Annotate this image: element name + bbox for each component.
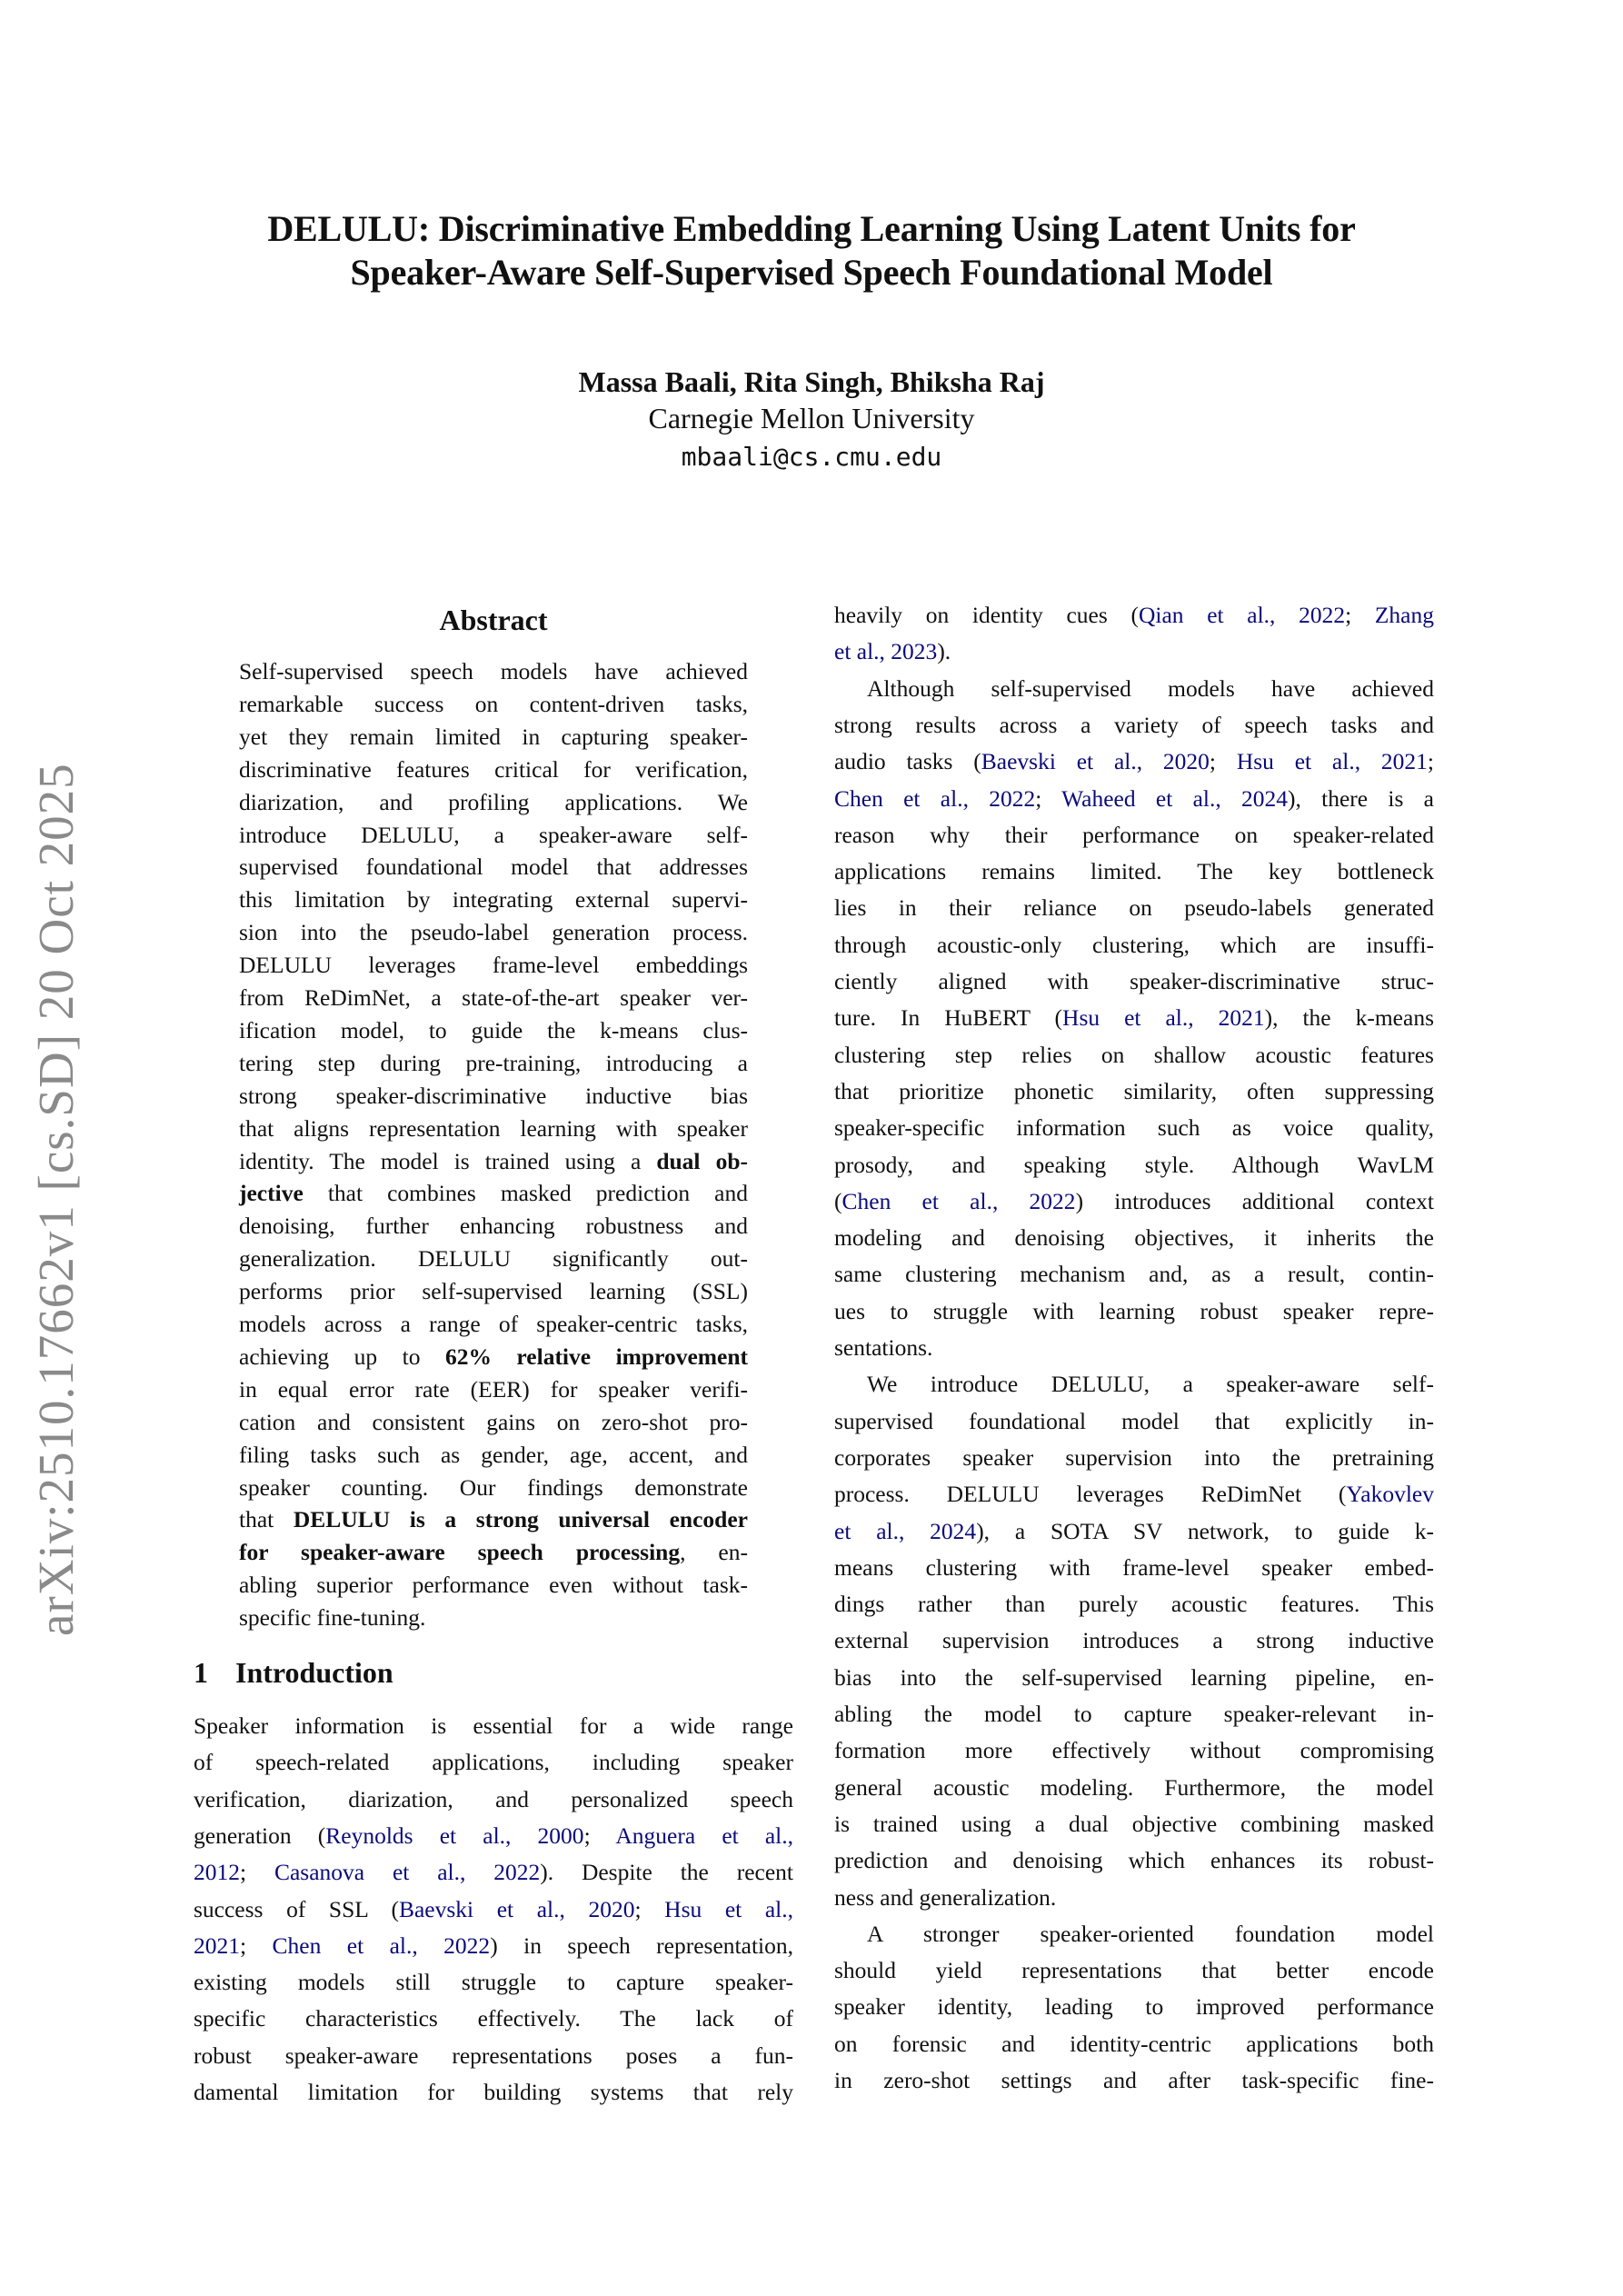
text-line	[834, 638, 1434, 665]
text-line: modeling and denoising objectives, it inherits the	[834, 1224, 1434, 1252]
text-line	[239, 1539, 748, 1566]
text-line: that prioritize phonetic similarity, often suppressing	[834, 1077, 1434, 1104]
text-line: ness and generalization.	[834, 1883, 1057, 1911]
text-line: dings rather than purely acoustic features. This	[834, 1591, 1434, 1618]
text-line: bias into the self-supervised learning pipeline, en-	[834, 1663, 1434, 1691]
text-span: ).	[937, 638, 951, 665]
text-span: ;	[1345, 602, 1375, 628]
text-line: speaker-specific information such as voice quality,	[834, 1114, 1434, 1142]
citation-link[interactable]: Hsu et al.,	[664, 1895, 794, 1922]
text-span: generation (	[194, 1822, 326, 1849]
text-span: identity. The model is trained using a	[239, 1147, 657, 1174]
text-line: same clustering mechanism and, as a result, contin-	[834, 1261, 1434, 1288]
text-line: remarkable success on content-driven tasks,	[239, 690, 748, 717]
citation-link[interactable]: Qian et al., 2022	[1138, 602, 1346, 628]
text-line: Speaker information is essential for a wide range	[194, 1712, 793, 1739]
text-line	[194, 1896, 793, 1923]
text-span: audio tasks (	[834, 748, 981, 775]
text-line: Self-supervised speech models have achieved	[239, 658, 748, 684]
text-span: process. DELULU leverages ReDimNet (	[834, 1481, 1347, 1508]
text-span: ;	[1427, 748, 1434, 775]
text-line: this limitation by integrating external supervi-	[239, 886, 748, 913]
text-line: denoising, further enhancing robustness and	[239, 1213, 748, 1240]
text-span: ), the k-means	[1264, 1004, 1434, 1032]
citation-link[interactable]: Zhang	[1374, 602, 1435, 628]
text-line	[239, 1506, 748, 1533]
text-line: ciently aligned with speaker-discriminative struc-	[834, 968, 1434, 994]
text-line: existing models still struggle to capture speaker-	[194, 1969, 793, 1996]
text-line: We introduce DELULU, a speaker-aware self-	[867, 1371, 1434, 1398]
citation-link[interactable]: Yakovlev	[1346, 1481, 1434, 1508]
text-span: success of SSL (	[194, 1895, 399, 1922]
text-line: discriminative features critical for verification,	[239, 755, 748, 783]
text-line: tering step during pre-training, introducing a	[239, 1049, 748, 1076]
text-span: that combines masked prediction and	[303, 1180, 748, 1207]
text-span: ;	[240, 1932, 273, 1959]
section-heading-introduction	[194, 1656, 393, 1690]
text-line: speaker counting. Our findings demonstrate	[239, 1473, 748, 1501]
text-line: DELULU leverages frame-level embeddings	[239, 952, 748, 979]
text-line: sentations.	[834, 1334, 933, 1361]
text-line	[239, 1180, 748, 1207]
text-line: is trained using a dual objective combining masked	[834, 1810, 1434, 1837]
text-span: (	[834, 1187, 842, 1214]
text-line: external supervision introduces a strong inductive	[834, 1627, 1434, 1654]
text-line: that aligns representation learning with speaker	[239, 1114, 748, 1142]
paper-title-line-2: Speaker-Aware Self-Supervised Speech Foundational Model	[350, 252, 1273, 293]
text-line	[194, 1859, 793, 1886]
citation-link[interactable]: Reynolds et al., 2000	[325, 1822, 584, 1849]
text-line: ification model, to guide the k-means clus-	[239, 1016, 748, 1043]
citation-link[interactable]: Baevski et al., 2020	[981, 748, 1210, 775]
text-line	[834, 748, 1434, 775]
text-span: , en-	[680, 1539, 748, 1566]
text-line: clustering step relies on shallow acoustic features	[834, 1041, 1434, 1068]
text-span: ) introduces additional context	[1075, 1187, 1434, 1214]
text-line: speaker identity, leading to improved performance	[834, 1993, 1434, 2021]
text-line	[239, 1148, 748, 1175]
text-span: ture. In HuBERT (	[834, 1004, 1063, 1032]
text-line: applications remains limited. The key bottleneck	[834, 858, 1434, 885]
text-line	[834, 1518, 1434, 1545]
text-line: cation and consistent gains on zero-shot pro-	[239, 1408, 748, 1435]
text-line: Although self-supervised models have achieved	[867, 674, 1434, 702]
text-line: through acoustic-only clustering, which are insuffi-	[834, 931, 1434, 958]
bold-emphasis: for speaker-aware speech processing	[239, 1539, 681, 1566]
text-line: robust speaker-aware representations poses a fun-	[194, 2041, 793, 2069]
citation-link[interactable]: Hsu et al., 2021	[1062, 1004, 1265, 1032]
text-line: performs prior self-supervised learning (SSL)	[239, 1278, 748, 1305]
text-line	[194, 1932, 793, 1960]
citation-link[interactable]: Waheed et al., 2024	[1061, 784, 1288, 812]
citation-link[interactable]: et al., 2023	[834, 638, 938, 665]
text-span: ;	[1035, 784, 1062, 812]
citation-link[interactable]: et al., 2024	[834, 1517, 977, 1544]
text-line: reason why their performance on speaker-related	[834, 821, 1434, 848]
text-span: ) in speech representation,	[490, 1932, 793, 1959]
text-line: prosody, and speaking style. Although WavLM	[834, 1151, 1434, 1178]
text-line: from ReDimNet, a state-of-the-art speaker ver-	[239, 984, 748, 1011]
text-span: achieving up to	[239, 1343, 445, 1370]
bold-emphasis: dual ob-	[656, 1147, 748, 1174]
text-line: lies in their reliance on pseudo-labels generated	[834, 894, 1434, 922]
bold-emphasis: DELULU is a strong universal encoder	[293, 1506, 748, 1533]
text-line: corporates speaker supervision into the pretraining	[834, 1443, 1434, 1471]
text-span: ), a SOTA SV network, to guide k-	[976, 1517, 1434, 1544]
text-line: prediction and denoising which enhances its robust-	[834, 1847, 1434, 1874]
text-line	[194, 1822, 793, 1850]
text-span: ;	[240, 1859, 274, 1886]
affiliation: Carnegie Mellon University	[648, 402, 975, 434]
text-line: abling the model to capture speaker-relevant in-	[834, 1701, 1434, 1727]
author-email[interactable]: mbaali@cs.cmu.edu	[681, 442, 942, 472]
text-line: supervised foundational model that explicitly in-	[834, 1407, 1434, 1434]
text-line: sion into the pseudo-label generation process.	[239, 919, 748, 946]
text-line: verification, diarization, and personalized speech	[194, 1785, 793, 1812]
section-number: 1	[194, 1656, 208, 1689]
text-line: generalization. DELULU significantly out-	[239, 1245, 748, 1273]
text-span: ;	[583, 1822, 616, 1849]
text-line: damental limitation for building systems that rely	[194, 2079, 793, 2105]
text-span: ;	[1209, 748, 1237, 775]
text-line: general acoustic modeling. Furthermore, the model	[834, 1773, 1434, 1801]
text-line: in zero-shot settings and after task-specific fine-	[834, 2067, 1434, 2093]
author-list: Massa Baali, Rita Singh, Bhiksha Raj	[578, 365, 1045, 398]
text-line: specific fine-tuning.	[239, 1604, 426, 1632]
citation-link[interactable]: Anguera et al.,	[615, 1822, 794, 1849]
text-line: diarization, and profiling applications. We	[239, 788, 748, 815]
bold-emphasis: 62% relative improvement	[444, 1343, 748, 1370]
bold-emphasis: jective	[239, 1180, 304, 1207]
text-line: strong results across a variety of speech tasks and	[834, 711, 1434, 738]
text-line: abling superior performance even without task-	[239, 1572, 748, 1599]
section-title: Introduction	[235, 1656, 393, 1689]
text-line: of speech-related applications, including speaker	[194, 1749, 793, 1776]
text-line: specific characteristics effectively. The lack of	[194, 2005, 793, 2032]
text-line: strong speaker-discriminative inductive bias	[239, 1082, 748, 1109]
text-line: A stronger speaker-oriented foundation model	[867, 1920, 1434, 1947]
citation-link[interactable]: Chen et al., 2022	[834, 784, 1036, 812]
text-line	[834, 1481, 1434, 1508]
text-span: ). Despite the recent	[540, 1859, 793, 1886]
text-line: models across a range of speaker-centric tasks,	[239, 1311, 748, 1337]
text-line	[239, 1343, 748, 1371]
text-line: should yield representations that better encode	[834, 1957, 1434, 1984]
text-line: formation more effectively without compromising	[834, 1737, 1434, 1764]
text-line	[834, 1188, 1434, 1215]
text-line: means clustering with frame-level speaker embed-	[834, 1553, 1434, 1581]
arxiv-identifier-stamp: arXiv:2510.17662v1 [cs.SD] 20 Oct 2025	[28, 763, 84, 1636]
text-line: introduce DELULU, a speaker-aware self-	[239, 821, 748, 848]
citation-link[interactable]: Casanova et al., 2022	[274, 1859, 541, 1886]
text-line: in equal error rate (EER) for speaker verifi-	[239, 1375, 748, 1403]
text-line: on forensic and identity-centric applications both	[834, 2030, 1434, 2057]
text-span: ), there is a	[1288, 784, 1434, 812]
text-span: that	[239, 1506, 294, 1533]
citation-link[interactable]: Chen et al., 2022	[272, 1932, 491, 1959]
citation-link[interactable]: Baevski et al., 2020	[398, 1895, 635, 1922]
citation-link[interactable]: 2012	[194, 1859, 240, 1886]
text-line: filing tasks such as gender, age, accent, and	[239, 1441, 748, 1468]
citation-link[interactable]: 2021	[194, 1932, 240, 1959]
abstract-heading: Abstract	[439, 604, 548, 636]
paper-title-line-1: DELULU: Discriminative Embedding Learning Using Latent Units for	[267, 208, 1356, 249]
text-span: heavily on identity cues (	[834, 602, 1139, 628]
text-line	[834, 602, 1434, 629]
text-span: ;	[634, 1895, 665, 1922]
text-line: yet they remain limited in capturing speaker-	[239, 723, 748, 750]
citation-link[interactable]: Chen et al., 2022	[841, 1187, 1076, 1214]
text-line: supervised foundational model that addresses	[239, 854, 748, 881]
text-line	[834, 1004, 1434, 1032]
text-line	[834, 785, 1434, 813]
citation-link[interactable]: Hsu et al., 2021	[1236, 748, 1428, 775]
text-line: ues to struggle with learning robust speaker repre-	[834, 1297, 1434, 1324]
